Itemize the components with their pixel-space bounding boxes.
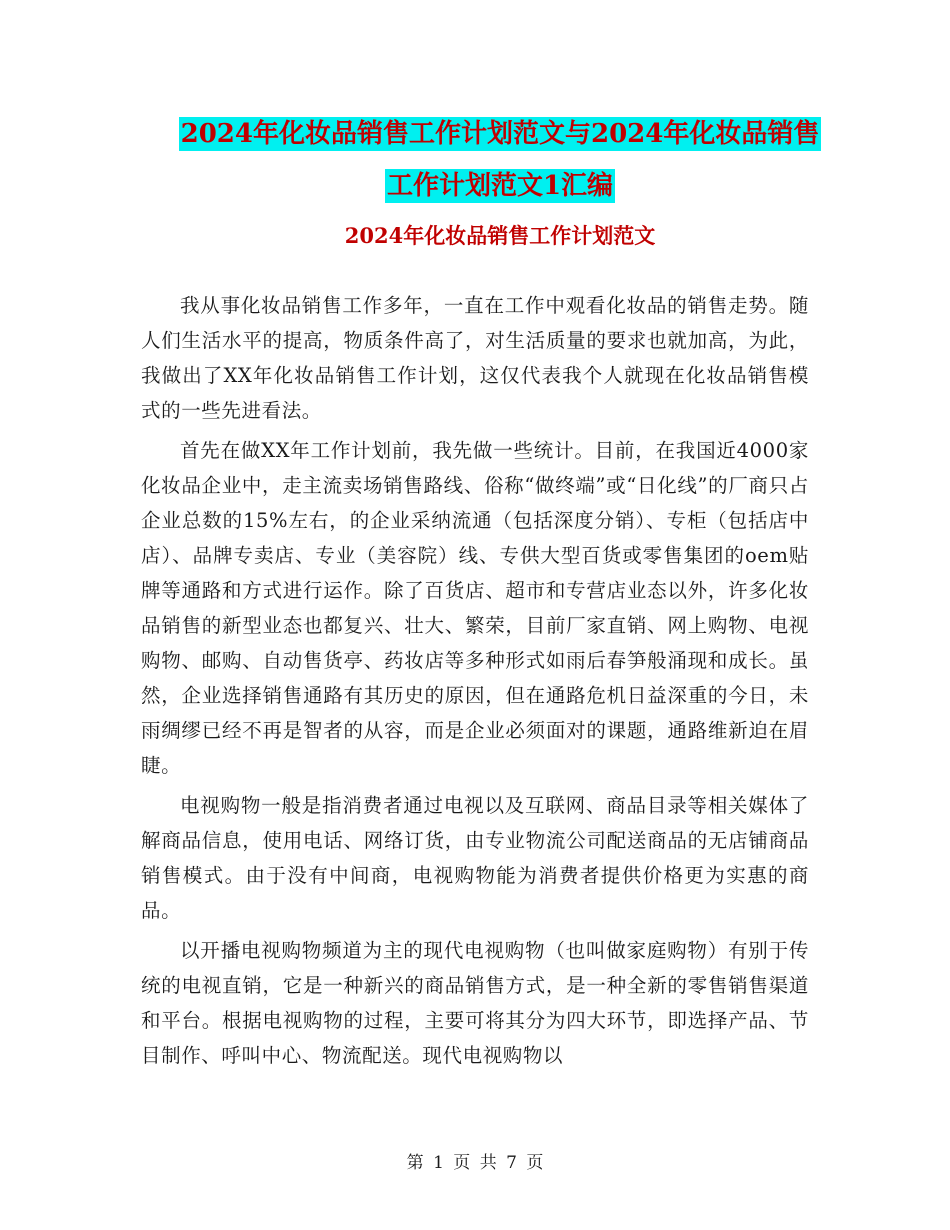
page-footer: 第 1 页 共 7 页: [406, 1153, 544, 1173]
paragraph: 电视购物一般是指消费者通过电视以及互联网、商品目录等相关媒体了解商品信息，使用电话、网络订货，由专业物流公司配送商品的无店铺商品销售模式。由于没有中间商，电视购物能为消费者提供价格更为实惠的商品。: [141, 794, 809, 922]
document-title-line-1: 2024年化妆品销售工作计划范文与2024年化妆品销售: [180, 119, 820, 149]
paragraph: 首先在做XX年工作计划前，我先做一些统计。目前，在我国近4000家化妆品企业中，走主流卖场销售路线、俗称“做终端”或“日化线”的厂商只占企业总数的15%左右，的企业采纳流通（包括深度分销）、专柜（包括店中店）、品牌专卖店、专业（美容院）线、专供大型百货或零售集团的oem贴牌等通路和方式进行运作。除了百货店、超市和专营店业态以外，许多化妆品销售的新型业态也都复兴、壮大、繁荣，目前厂家直销、网上购物、电视购物、邮购、自动售货亭、药妆店等多种形式如雨后春笋般涌现和成长。虽然，企业选择销售通路有其历史的原因，但在通路危机日益深重的今日，未雨绸缪已经不再是智者的从容，而是企业必须面对的课题，通路维新迫在眉睫。: [141, 439, 809, 777]
section-title: 2024年化妆品销售工作计划范文: [344, 223, 656, 248]
paragraph: 我从事化妆品销售工作多年，一直在工作中观看化妆品的销售走势。随人们生活水平的提高，物质条件高了，对生活质量的要求也就加高，为此，我做出了XX年化妆品销售工作计划，这仅代表我个人就现在化妆品销售模式的一些先进看法。: [141, 294, 809, 422]
document-title-line-2: 工作计划范文1汇编: [386, 171, 614, 201]
document-title: [140, 108, 860, 212]
document-body: [141, 288, 809, 1078]
paragraph: 以开播电视购物频道为主的现代电视购物（也叫做家庭购物）有别于传统的电视直销，它是一种新兴的商品销售方式，是一种全新的零售销售渠道和平台。根据电视购物的过程，主要可将其分为四大环节，即选择产品、节目制作、呼叫中心、物流配送。现代电视购物以: [141, 939, 809, 1067]
